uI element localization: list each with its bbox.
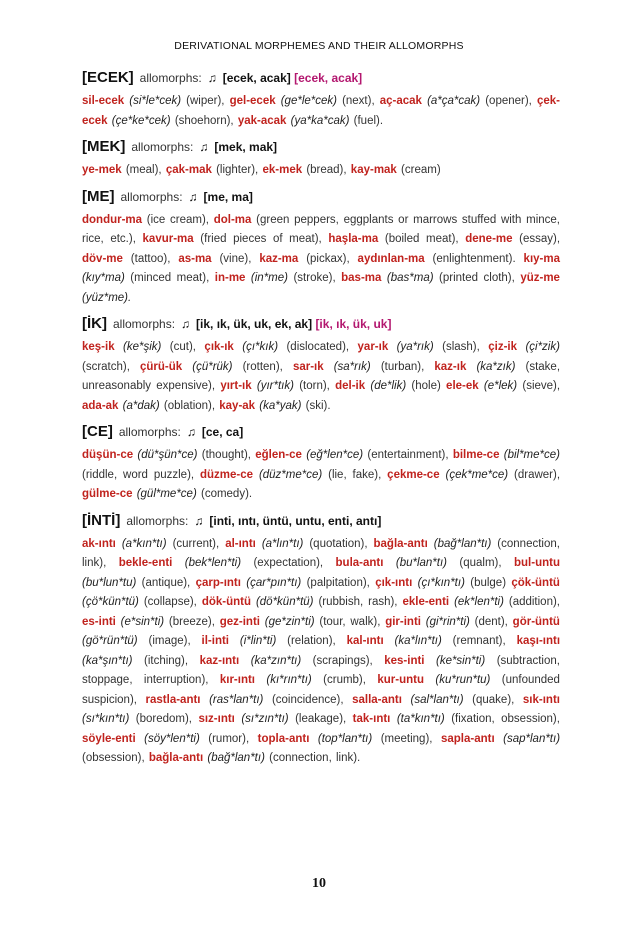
allomorph-set: [inti, ıntı, üntü, untu, enti, antı]: [209, 513, 382, 528]
derived-word: kaz-ık: [434, 360, 467, 373]
syllabification: (sı*zın*tı): [241, 713, 289, 725]
derived-word: gir-inti: [385, 615, 421, 628]
derived-word: bağla-antı: [148, 752, 204, 764]
example-entry: [119, 557, 323, 569]
derived-word: in-me: [214, 272, 246, 284]
allomorphs-label: allomorphs:: [126, 513, 189, 528]
derived-word: çürü-ük: [140, 360, 183, 373]
derived-word: ekle-enti: [402, 596, 450, 608]
english-gloss: (dislocated),: [286, 341, 350, 353]
derived-word: ek-mek: [262, 164, 303, 176]
example-paragraph: [82, 161, 560, 181]
syllabification: (gül*me*ce): [136, 488, 197, 500]
english-gloss: (connection, link),: [82, 537, 560, 569]
example-entry: [202, 635, 336, 647]
allomorph-set: [mek, mak]: [214, 140, 278, 154]
section-heading: [82, 316, 560, 332]
derived-word: keş-ik: [82, 341, 115, 353]
example-entry: [220, 674, 366, 686]
derived-word: çarp-ıntı: [195, 576, 241, 589]
syllabification: (söy*len*ti): [144, 732, 200, 745]
music-note-icon: ♫: [186, 425, 196, 439]
derived-word: dol-ma: [213, 213, 252, 226]
syllabification: (ge*zin*ti): [264, 615, 315, 628]
derived-word: yüz-me: [520, 272, 560, 284]
morpheme-tag: [İK]: [82, 315, 107, 332]
syllabification: (e*sin*ti): [120, 615, 165, 628]
english-gloss: (crumb),: [323, 674, 366, 686]
example-entry: [149, 752, 360, 764]
example-entry: [255, 449, 448, 461]
syllabification: (ka*lın*tı): [394, 635, 442, 647]
music-note-icon: ♫: [181, 317, 191, 331]
derived-word: çiz-ik: [488, 341, 518, 353]
example-entry: [385, 616, 508, 628]
english-gloss: (printed cloth),: [439, 272, 515, 284]
allomorph-set: [me, ma]: [203, 189, 253, 204]
syllabification: (bu*lun*tu): [82, 576, 137, 589]
section-heading: [82, 139, 560, 155]
english-gloss: (itching),: [143, 654, 189, 667]
syllabification: (eğ*len*ce): [306, 449, 364, 461]
derived-word: eğlen-ce: [255, 449, 302, 461]
example-entry: [402, 596, 560, 608]
music-note-icon: ♫: [194, 513, 204, 528]
derived-word: ye-mek: [82, 164, 122, 176]
section-heading: [82, 189, 560, 205]
syllabification: (çar*pın*tı): [246, 576, 302, 589]
allomorph-set-highlight: [ik, ık, ük, uk]: [315, 317, 392, 331]
derived-word: ak-ıntı: [82, 537, 116, 550]
example-entry: [82, 214, 209, 226]
running-header: DERIVATIONAL MORPHEMES AND THEIR ALLOMORPHS: [174, 40, 464, 52]
derived-word: söyle-enti: [82, 732, 136, 745]
derived-word: es-inti: [82, 615, 116, 628]
page-number: 10: [312, 876, 326, 891]
english-gloss: (hole): [411, 380, 441, 392]
english-gloss: (expectation),: [253, 557, 324, 569]
derived-word: kes-inti: [384, 654, 425, 667]
syllabification: (a*dak): [122, 399, 160, 412]
english-gloss: (image),: [148, 635, 191, 647]
derived-word: as-ma: [178, 252, 212, 265]
syllabification: (bu*lan*tı): [395, 557, 447, 569]
music-note-icon: ♫: [199, 140, 209, 154]
derived-word: çık-ıntı: [375, 576, 413, 589]
syllabification: (ya*rık): [396, 341, 434, 353]
english-gloss: (collapse),: [143, 596, 197, 608]
example-entry: [82, 733, 249, 745]
syllabification: (ras*lan*tı): [209, 693, 264, 706]
derived-word: aydınlan-ma: [357, 252, 425, 265]
example-entry: [196, 577, 370, 589]
syllabification: (sal*lan*tı): [410, 693, 464, 706]
allomorph-set-highlight: [ecek, acak]: [294, 71, 363, 85]
example-entry: [351, 164, 441, 176]
syllabification: (düz*me*ce): [258, 468, 323, 481]
english-gloss: (current),: [172, 537, 220, 550]
english-gloss: (coincidence),: [271, 693, 344, 706]
english-gloss: (quake),: [472, 693, 515, 706]
example-entry: [259, 253, 349, 265]
english-gloss: (rumor),: [208, 732, 250, 745]
section-heading: [82, 70, 560, 86]
example-paragraph: [82, 92, 560, 131]
example-entry: [82, 164, 162, 176]
derived-word: çak-mak: [165, 164, 212, 176]
english-gloss: (lighter),: [216, 164, 259, 176]
example-paragraph: [82, 446, 560, 505]
example-entry: [82, 341, 196, 353]
music-note-icon: ♫: [188, 189, 198, 204]
english-gloss: (comedy).: [200, 488, 253, 500]
english-gloss: (turban),: [380, 360, 425, 373]
allomorphs-label: allomorphs:: [131, 140, 194, 154]
syllabification: (bas*ma): [386, 272, 434, 284]
derived-word: sık-ıntı: [522, 693, 560, 706]
english-gloss: (scratch),: [82, 360, 130, 373]
example-entry: [335, 380, 441, 392]
syllabification: (si*le*cek): [129, 95, 182, 107]
english-gloss: (ice cream),: [146, 213, 210, 226]
derived-word: sapla-antı: [440, 732, 495, 745]
syllabification: (çi*zik): [525, 341, 560, 353]
syllabification: (ke*şik): [123, 341, 162, 353]
example-entry: [220, 380, 330, 392]
example-entry: [262, 164, 346, 176]
english-gloss: (oblation),: [163, 399, 216, 412]
example-entry: [215, 272, 336, 284]
morpheme-tag: [ME]: [82, 187, 115, 205]
english-gloss: (tattoo),: [130, 252, 171, 265]
example-entry: [293, 361, 424, 373]
example-entry: [358, 253, 516, 265]
english-gloss: (torn),: [299, 380, 330, 392]
derived-word: gülme-ce: [82, 488, 133, 500]
english-gloss: (tour, walk),: [319, 615, 381, 628]
example-paragraph: [82, 338, 560, 416]
derived-word: kavur-ma: [142, 233, 194, 245]
english-gloss: (leakage),: [295, 713, 347, 725]
morpheme-tag: [ECEK]: [82, 69, 134, 86]
allomorphs-label: allomorphs:: [113, 317, 176, 331]
english-gloss: (quotation),: [309, 537, 368, 550]
english-gloss: (essay),: [519, 233, 561, 245]
syllabification: (sa*rık): [333, 360, 371, 373]
derived-word: sil-ecek: [82, 95, 125, 107]
syllabification: (bil*me*ce): [503, 449, 560, 461]
syllabification: (dü*şün*ce): [137, 449, 198, 461]
english-gloss: (drawer),: [514, 468, 561, 481]
derived-word: dök-üntü: [201, 596, 252, 608]
syllabification: (ek*len*ti): [454, 596, 504, 608]
derived-word: sız-ıntı: [198, 713, 235, 725]
example-entry: [82, 538, 219, 550]
derived-word: dene-me: [465, 233, 513, 245]
syllabification: (yır*tık): [256, 380, 294, 392]
derived-word: bula-antı: [335, 557, 384, 569]
derived-word: rastla-antı: [145, 693, 201, 706]
english-gloss: (fixation, obsession),: [451, 713, 560, 725]
derived-word: ada-ak: [82, 399, 119, 412]
english-gloss: (stroke),: [293, 272, 336, 284]
english-gloss: (unfounded suspicion),: [82, 674, 560, 706]
english-gloss: (dent),: [474, 615, 508, 628]
english-gloss: (thought),: [201, 449, 251, 461]
derived-word: kay-ak: [219, 399, 256, 412]
english-gloss: (shoehorn),: [174, 114, 234, 127]
example-entry: [328, 233, 458, 245]
syllabification: (ku*run*tu): [435, 674, 491, 686]
english-gloss: (addition),: [508, 596, 560, 608]
english-gloss: (remnant),: [452, 635, 506, 647]
syllabification: (çe*ke*cek): [111, 114, 171, 127]
english-gloss: (rotten),: [242, 360, 283, 373]
derived-word: gör-üntü: [512, 615, 560, 628]
example-entry: [353, 713, 560, 725]
section-heading: [82, 513, 560, 529]
allomorph-set: [ik, ık, ük, uk, ek, ak]: [196, 317, 313, 331]
english-gloss: (entertainment),: [367, 449, 449, 461]
syllabification: (a*ça*cak): [427, 95, 481, 107]
example-entry: [166, 164, 258, 176]
derived-word: salla-antı: [352, 693, 402, 706]
english-gloss: (stake, unreasonably expensive),: [82, 360, 561, 392]
english-gloss: (breeze),: [168, 615, 215, 628]
derived-word: yar-ık: [357, 341, 389, 353]
derived-word: bilme-ce: [452, 449, 500, 461]
derived-word: haşla-ma: [328, 233, 379, 245]
english-gloss: (boiled meat),: [384, 233, 459, 245]
syllabification: (ya*ka*cak): [290, 114, 350, 127]
english-gloss: (bulge): [470, 576, 507, 589]
example-entry: [82, 616, 215, 628]
english-gloss: (sieve),: [522, 380, 561, 392]
derived-word: kaşı-ıntı: [516, 635, 561, 647]
example-entry: [200, 655, 373, 667]
syllabification: (bek*len*ti): [184, 557, 242, 569]
derived-word: tak-ıntı: [352, 713, 391, 725]
allomorphs-label: allomorphs:: [120, 189, 183, 204]
example-entry: [230, 95, 375, 107]
english-gloss: (wiper),: [186, 95, 225, 107]
derived-word: bekle-enti: [118, 557, 173, 569]
syllabification: (dö*kün*tü): [255, 596, 314, 608]
derived-word: düşün-ce: [82, 449, 134, 461]
example-entry: [387, 469, 560, 481]
syllabification: (kıy*ma): [82, 272, 125, 284]
example-entry: [198, 713, 346, 725]
derived-word: kay-mak: [350, 164, 397, 176]
syllabification: (in*me): [250, 272, 288, 284]
derived-word: topla-antı: [257, 732, 310, 745]
derived-word: kaz-ıntı: [199, 654, 240, 667]
morpheme-tag: [İNTİ]: [82, 511, 121, 529]
example-entry: [178, 253, 251, 265]
example-entry: [465, 233, 560, 245]
syllabification: (çı*kık): [242, 341, 279, 353]
derived-word: kur-untu: [377, 674, 424, 686]
english-gloss: (riddle, word puzzle),: [82, 468, 195, 481]
syllabification: (bağ*lan*tı): [433, 537, 492, 550]
allomorphs-label: allomorphs:: [118, 425, 181, 439]
syllabification: (kı*rın*tı): [266, 674, 312, 686]
example-entry: [380, 95, 532, 107]
syllabification: (a*lın*tı): [261, 537, 304, 550]
example-entry: [143, 233, 322, 245]
derived-word: sar-ık: [292, 360, 324, 373]
derived-word: kal-ıntı: [346, 635, 384, 647]
morpheme-tag: [CE]: [82, 423, 113, 440]
english-gloss: (relation),: [287, 635, 336, 647]
syllabification: (ta*kın*tı): [396, 713, 445, 725]
derived-word: ele-ek: [446, 380, 479, 392]
english-gloss: (lie, fake),: [328, 468, 382, 481]
derived-word: gez-inti: [219, 615, 260, 628]
example-entry: [225, 538, 367, 550]
example-entry: [220, 616, 381, 628]
syllabification: (sap*lan*tı): [503, 732, 561, 745]
derived-word: il-inti: [201, 635, 229, 647]
syllabification: (çö*kün*tü): [82, 596, 139, 608]
music-note-icon: ♫: [207, 71, 217, 85]
example-entry: [219, 400, 330, 412]
english-gloss: (ski).: [305, 399, 331, 412]
example-paragraph: [82, 535, 560, 769]
example-entry: [446, 380, 560, 392]
derived-word: kaz-ma: [259, 252, 299, 265]
syllabification: (gi*rin*ti): [425, 615, 470, 628]
derived-word: yırt-ık: [220, 380, 252, 392]
english-gloss: (subtraction, stoppage, interruption),: [82, 654, 560, 686]
syllabification: (i*lin*ti): [239, 635, 277, 647]
page-content: [82, 70, 560, 777]
syllabification: (e*lek): [483, 380, 518, 392]
example-entry: [82, 400, 215, 412]
syllabification: (ge*le*cek): [280, 95, 337, 107]
derived-word: kır-ıntı: [219, 674, 255, 686]
english-gloss: (meeting),: [380, 732, 433, 745]
english-gloss: (green peppers, eggplants or marrows stuffed with mince, rice, etc.),: [82, 213, 560, 245]
english-gloss: (opener),: [485, 95, 532, 107]
english-gloss: (scrapings),: [312, 654, 373, 667]
syllabification: (ka*yak): [259, 399, 302, 412]
example-entry: [146, 694, 344, 706]
english-gloss: (qualm),: [459, 557, 502, 569]
example-entry: [341, 272, 515, 284]
derived-word: bağla-antı: [373, 537, 428, 550]
english-gloss: (next),: [342, 95, 375, 107]
syllabification: (de*lik): [370, 380, 407, 392]
syllabification: (çü*rük): [192, 360, 233, 373]
english-gloss: (cut),: [169, 341, 196, 353]
english-gloss: (cream): [401, 164, 441, 176]
allomorphs-label: allomorphs:: [139, 71, 202, 85]
english-gloss: (connection, link).: [269, 752, 361, 764]
example-entry: [82, 95, 225, 107]
syllabification: (ka*zın*tı): [250, 654, 302, 667]
syllabification: (top*lan*tı): [317, 732, 373, 745]
english-gloss: (fuel).: [353, 114, 384, 127]
example-entry: [204, 341, 349, 353]
english-gloss: (enlightenment).: [432, 252, 516, 265]
english-gloss: (antique),: [141, 576, 191, 589]
derived-word: kıy-ma: [523, 252, 560, 265]
derived-word: gel-ecek: [229, 95, 276, 107]
derived-word: aç-acak: [379, 95, 422, 107]
derived-word: çök-üntü: [511, 576, 560, 589]
example-entry: [82, 449, 251, 461]
allomorph-set: [ecek, acak]: [222, 71, 291, 85]
derived-word: düzme-ce: [200, 468, 254, 481]
example-entry: [336, 557, 502, 569]
syllabification: (yüz*me).: [82, 291, 132, 304]
derived-word: dondur-ma: [82, 213, 143, 226]
english-gloss: (slash),: [442, 341, 480, 353]
english-gloss: (meal),: [125, 164, 162, 176]
derived-word: çık-ık: [204, 341, 234, 353]
example-paragraph: [82, 211, 560, 309]
syllabification: (bağ*lan*tı): [207, 752, 265, 764]
allomorph-set: [ce, ca]: [201, 425, 244, 439]
example-entry: [82, 488, 252, 500]
syllabification: (a*kın*tı): [121, 537, 167, 550]
section-heading: [82, 424, 560, 440]
syllabification: (ke*sin*ti): [435, 654, 486, 667]
derived-word: çekme-ce: [387, 468, 440, 481]
english-gloss: (bread),: [306, 164, 347, 176]
syllabification: (ka*şın*tı): [82, 654, 133, 667]
example-entry: [200, 469, 381, 481]
english-gloss: (minced meat),: [130, 272, 210, 284]
english-gloss: (palpitation),: [306, 576, 370, 589]
english-gloss: (boredom),: [135, 713, 192, 725]
example-entry: [238, 115, 383, 127]
derived-word: bas-ma: [341, 272, 382, 284]
syllabification: (sı*kın*tı): [82, 713, 130, 725]
english-gloss: (obsession),: [82, 752, 145, 764]
syllabification: (gö*rün*tü): [82, 635, 138, 647]
english-gloss: (vine),: [219, 252, 252, 265]
syllabification: (ka*zık): [476, 360, 516, 373]
english-gloss: (fried pieces of meat),: [200, 233, 322, 245]
example-entry: [82, 253, 170, 265]
derived-word: bul-untu: [514, 557, 560, 569]
english-gloss: (rubbish, rash),: [318, 596, 398, 608]
syllabification: (çek*me*ce): [445, 468, 509, 481]
morpheme-tag: [MEK]: [82, 138, 126, 155]
derived-word: del-ik: [335, 380, 366, 392]
example-entry: [347, 635, 506, 647]
example-entry: [258, 733, 433, 745]
example-entry: [375, 577, 506, 589]
derived-word: döv-me: [82, 252, 123, 265]
derived-word: çek-ecek: [82, 95, 561, 127]
example-entry: [352, 694, 514, 706]
english-gloss: (pickax),: [306, 252, 350, 265]
example-entry: [140, 361, 283, 373]
derived-word: yak-acak: [237, 114, 287, 127]
example-entry: [358, 341, 480, 353]
example-entry: [202, 596, 398, 608]
derived-word: al-ıntı: [225, 537, 256, 550]
syllabification: (çı*kın*tı): [417, 576, 465, 589]
